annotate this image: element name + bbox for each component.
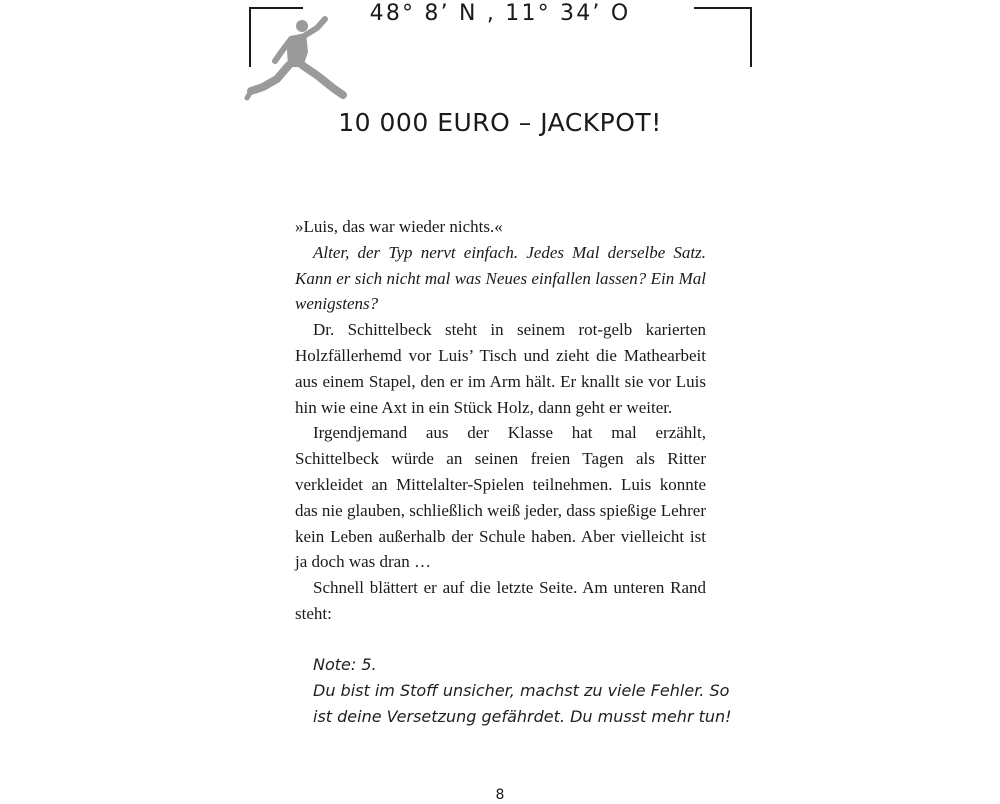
paragraph-5: Schnell blättert er auf die letzte Seite. Am unteren Rand steht: (295, 578, 706, 623)
teacher-note (313, 652, 733, 730)
chapter-title: 10 000 EURO – JACKPOT! (338, 108, 662, 137)
body-text (295, 214, 706, 627)
paragraph-1: »Luis, das war wieder nichts.« (295, 217, 503, 236)
page-number: 8 (495, 787, 505, 803)
paragraph-2: Alter, der Typ nervt einfach. Jedes Mal derselbe Satz. Kann er sich nicht mal was Neues einfallen lassen? Ein Mal wenigstens? (295, 242, 706, 314)
paragraph-4: Irgendjemand aus der Klasse hat mal erzählt, Schittelbeck würde an seinen freien Tagen als Ritter verkleidet an Mittelalter-Spielen teilnehmen. Luis konnte das nie glauben, schließlich weiß jeder, dass spießige Lehrer kein Leben außerhalb der Schule haben. Aber vielleicht ist ja doch was dran … (295, 423, 706, 572)
location-coordinates: 48° 8’ N , 11° 34’ O (369, 1, 631, 26)
note-comment: Du bist im Stoff unsicher, machst zu viele Fehler. So ist deine Versetzung gefährdet. Du musst mehr tun! (313, 681, 732, 726)
note-grade: Note: 5. (313, 655, 377, 674)
paragraph-3: Dr. Schittelbeck steht in seinem rot-gelb karierten Holzfällerhemd vor Luis’ Tisch und zieht die Mathearbeit aus einem Stapel, den er im Arm hält. Er knallt sie vor Luis hin wie eine Axt in ein Stück Holz, dann geht er weiter. (295, 320, 706, 417)
